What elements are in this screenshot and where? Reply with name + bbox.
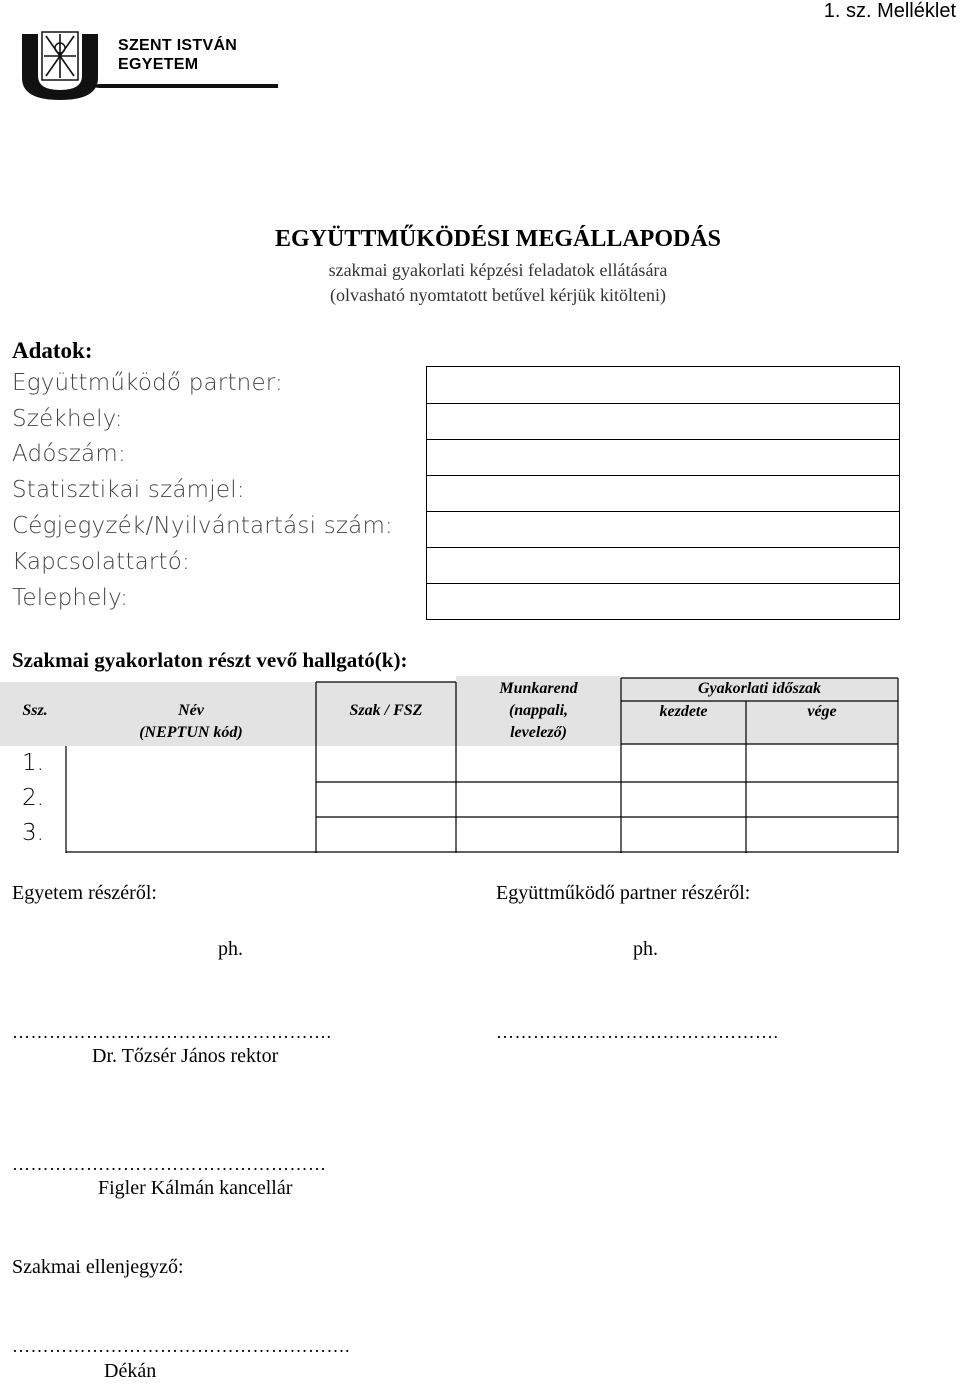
headquarters-label: Székhely: bbox=[12, 406, 123, 432]
stamp-place-university: ph. bbox=[218, 938, 243, 960]
col-schedule-corr: levelező) bbox=[510, 724, 567, 741]
dean-title: Dékán bbox=[104, 1360, 157, 1382]
partner-box-divider bbox=[427, 403, 899, 404]
university-side-label: Egyetem részéről: bbox=[12, 882, 157, 904]
partner-box-divider bbox=[427, 547, 899, 548]
tax-number-label: Adószám: bbox=[12, 441, 126, 467]
fill-instruction: (olvasható nyomtatott betűvel kérjük kitölteni) bbox=[330, 285, 666, 305]
document-title: EGYÜTTMŰKÖDÉSI MEGÁLLAPODÁS bbox=[274, 226, 722, 252]
data-heading: Adatok: bbox=[12, 338, 93, 363]
statistical-code-label: Statisztikai számjel: bbox=[12, 477, 245, 503]
signature-line-partner: ………………………………………. bbox=[496, 1022, 779, 1042]
col-neptun: (NEPTUN kód) bbox=[139, 724, 243, 741]
logo-line-1: SZENT ISTVÁN bbox=[118, 37, 238, 54]
site-label: Telephely: bbox=[12, 585, 129, 611]
partner-box-divider bbox=[427, 583, 899, 584]
partner-box-divider bbox=[427, 439, 899, 440]
students-table bbox=[0, 676, 900, 853]
col-ssz: Ssz. bbox=[22, 702, 48, 719]
logo-line-2: EGYETEM bbox=[118, 56, 199, 73]
partner-side-label: Együttműködő partner részéről: bbox=[496, 882, 751, 904]
partner-box-divider bbox=[427, 475, 899, 476]
col-end: vége bbox=[807, 703, 837, 720]
row-number: 2. bbox=[22, 785, 44, 811]
stamp-place-partner: ph. bbox=[633, 938, 658, 960]
chancellor-name: Figler Kálmán kancellár bbox=[98, 1177, 293, 1199]
partner-name-label: Együttműködő partner: bbox=[12, 370, 283, 396]
annex-label: 1. sz. Melléklet bbox=[823, 0, 956, 22]
col-start: kezdete bbox=[659, 703, 708, 720]
partner-box-divider bbox=[427, 511, 899, 512]
document-subtitle: szakmai gyakorlati képzési feladatok ellátására bbox=[328, 260, 668, 280]
col-period: Gyakorlati időszak bbox=[697, 680, 822, 697]
col-major: Szak / FSZ bbox=[349, 702, 423, 719]
signature-line-dean: ………………………………………………. bbox=[12, 1336, 350, 1356]
contact-person-label: Kapcsolattartó: bbox=[12, 549, 190, 575]
col-schedule: Munkarend bbox=[499, 680, 578, 697]
rector-name: Dr. Tőzsér János rektor bbox=[92, 1045, 279, 1067]
partner-data-box[interactable] bbox=[426, 366, 900, 620]
col-schedule-day: (nappali, bbox=[508, 702, 569, 719]
students-heading: Szakmai gyakorlaton részt vevő hallgató(k): bbox=[12, 648, 408, 672]
row-number: 1. bbox=[22, 750, 44, 776]
signature-line-rector: ……………………………………………. bbox=[12, 1022, 332, 1042]
row-number: 3. bbox=[22, 820, 44, 846]
signature-line-chancellor: …………………………………………… bbox=[12, 1154, 327, 1174]
logo-text bbox=[118, 36, 237, 74]
col-name: Név bbox=[178, 702, 204, 719]
countersign-label: Szakmai ellenjegyző: bbox=[12, 1256, 184, 1278]
registry-number-label: Cégjegyzék/Nyilvántartási szám: bbox=[12, 513, 394, 539]
